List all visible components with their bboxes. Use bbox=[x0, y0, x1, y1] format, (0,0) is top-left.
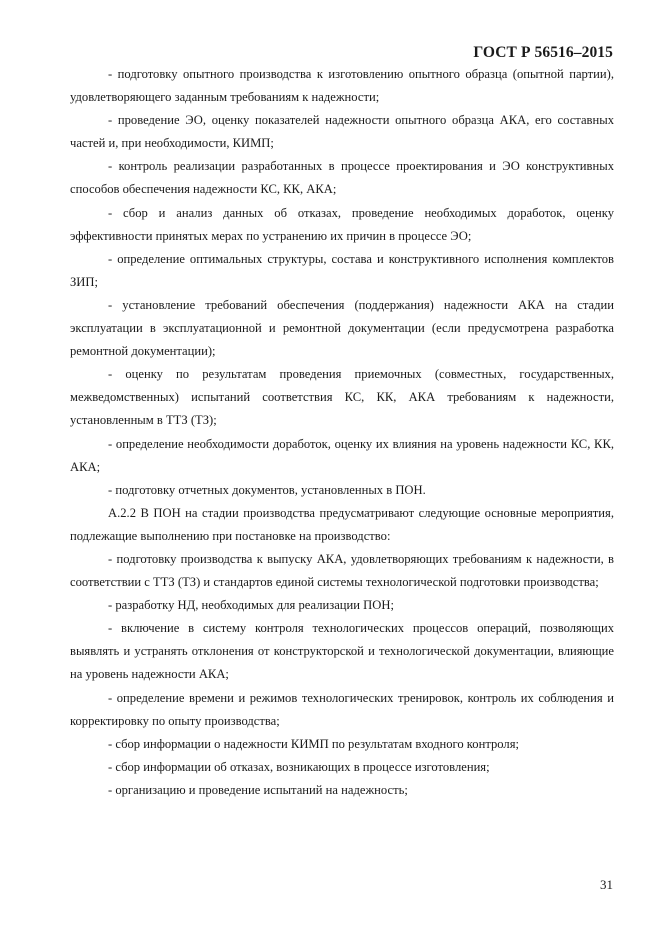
paragraph: - установление требований обеспечения (поддержания) надежности АКА на стадии эксплуатации в эксплуатационной и ремонтной документации (если предусмотрена разработка ремонтной документации); bbox=[70, 297, 614, 359]
paragraph: - определение оптимальных структуры, состава и конструктивного исполнения комплектов ЗИП; bbox=[70, 251, 614, 289]
page-number: 31 bbox=[600, 877, 613, 892]
paragraph: - организацию и проведение испытаний на надежность; bbox=[108, 782, 408, 797]
paragraph: - подготовку опытного производства к изготовлению опытного образца (опытной партии), удовлетворяющего заданным требованиям к надежности; bbox=[70, 67, 614, 105]
paragraph: - проведение ЭО, оценку показателей надежности опытного образца АКА, его составных частей и, при необходимости, КИМП; bbox=[70, 113, 614, 151]
paragraph: - определение времени и режимов технологических тренировок, контроль их соблюдения и корректировку по опыту производства; bbox=[70, 690, 614, 728]
paragraph: - подготовку отчетных документов, установленных в ПОН. bbox=[108, 482, 426, 497]
paragraph: - контроль реализации разработанных в процессе проектирования и ЭО конструктивных способов обеспечения надежности КС, КК, АКА; bbox=[70, 159, 614, 197]
paragraph: - сбор информации об отказах, возникающих в процессе изготовления; bbox=[108, 759, 490, 774]
document-header: ГОСТ Р 56516–2015 bbox=[473, 44, 613, 61]
paragraph: - включение в систему контроля технологических процессов операций, позволяющих выявлять и устранять отклонения от конструкторской и технологической документации, влияющие на уровень надежности АКА; bbox=[70, 621, 614, 682]
paragraph: - разработку НД, необходимых для реализации ПОН; bbox=[108, 598, 394, 613]
paragraph: - сбор информации о надежности КИМП по результатам входного контроля; bbox=[108, 736, 519, 751]
paragraph: - подготовку производства к выпуску АКА, удовлетворяющих требованиям к надежности, в соответствии с ТТЗ (ТЗ) и стандартов единой системы технологической подготовки производства; bbox=[70, 551, 614, 590]
paragraph: - определение необходимости доработок, оценку их влияния на уровень надежности КС, КК, АКА; bbox=[70, 436, 614, 474]
document-body bbox=[70, 63, 614, 802]
paragraph: - сбор и анализ данных об отказах, проведение необходимых доработок, оценку эффективности принятых мерах по устранению их причин в процессе ЭО; bbox=[70, 205, 614, 243]
paragraph: - оценку по результатам проведения приемочных (совместных, государственных, межведомственных) испытаний соответствия КС, КК, АКА требованиям к надежности, установленным в ТТЗ (ТЗ); bbox=[70, 367, 614, 428]
section-paragraph: А.2.2 В ПОН на стадии производства предусматривают следующие основные мероприятия, подлежащие выполнению при постановке на производство: bbox=[70, 505, 614, 543]
